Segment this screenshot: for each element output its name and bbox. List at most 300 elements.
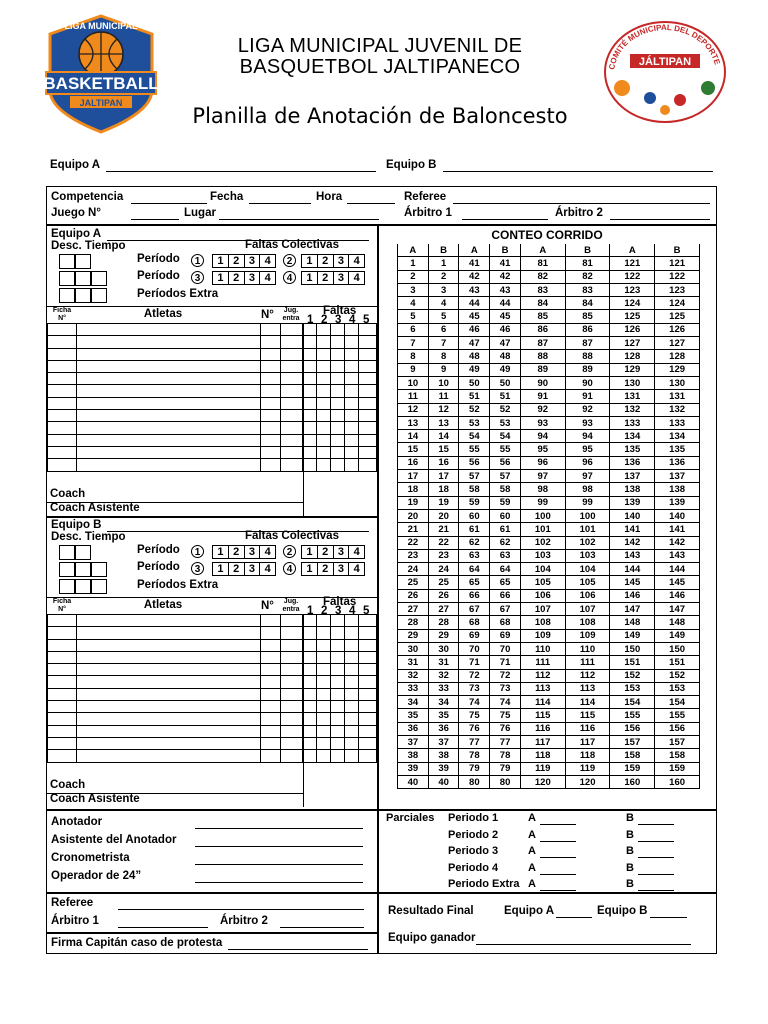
team-a-athlete-cell[interactable] [261,385,281,397]
conteo-cell-a[interactable]: 139 [610,496,655,509]
team-a-athlete-cell[interactable] [331,336,345,348]
conteo-cell-b[interactable]: 29 [428,629,459,642]
conteo-cell-b[interactable]: 15 [428,443,459,456]
team-b-athlete-cell[interactable] [303,737,317,749]
conteo-cell-b[interactable]: 57 [490,470,521,483]
conteo-cell-b[interactable]: 109 [565,629,610,642]
conteo-cell-b[interactable]: 118 [565,749,610,762]
conteo-cell-b[interactable]: 138 [655,483,700,496]
team-b-athlete-cell[interactable] [359,750,377,762]
team-b-athlete-cell[interactable] [345,701,359,713]
conteo-cell-b[interactable]: 108 [565,616,610,629]
team-a-athlete-cell[interactable] [303,336,317,348]
team-b-athlete-cell[interactable] [261,737,281,749]
conteo-cell-b[interactable]: 110 [565,642,610,655]
team-b-athlete-cell[interactable] [261,701,281,713]
conteo-cell-b[interactable]: 157 [655,735,700,748]
conteo-cell-a[interactable]: 31 [398,656,429,669]
conteo-cell-a[interactable]: 36 [398,722,429,735]
conteo-cell-b[interactable]: 66 [490,589,521,602]
team-a-athlete-cell[interactable] [303,360,317,372]
conteo-cell-b[interactable]: 50 [490,376,521,389]
team-b-foul-digit[interactable]: 1 [217,546,224,558]
conteo-cell-a[interactable]: 144 [610,563,655,576]
conteo-cell-b[interactable]: 58 [490,483,521,496]
conteo-cell-b[interactable]: 68 [490,616,521,629]
conteo-cell-b[interactable]: 45 [490,310,521,323]
team-a-athlete-cell[interactable] [303,446,317,458]
conteo-cell-a[interactable]: 133 [610,416,655,429]
team-b-timeout-box[interactable] [59,579,75,594]
conteo-cell-b[interactable]: 42 [490,270,521,283]
conteo-cell-b[interactable]: 26 [428,589,459,602]
conteo-cell-b[interactable]: 154 [655,696,700,709]
conteo-cell-a[interactable]: 113 [520,682,565,695]
parcial-b-field[interactable] [638,812,674,825]
team-b-athlete-cell[interactable] [48,676,77,688]
conteo-cell-a[interactable]: 130 [610,376,655,389]
conteo-cell-a[interactable]: 46 [459,323,490,336]
conteo-cell-b[interactable]: 147 [655,603,700,616]
team-a-athlete-cell[interactable] [281,397,303,409]
team-b-athlete-cell[interactable] [48,737,77,749]
conteo-cell-a[interactable]: 143 [610,549,655,562]
conteo-cell-a[interactable]: 71 [459,656,490,669]
team-b-athlete-cell[interactable] [331,701,345,713]
team-a-timeout-box[interactable] [75,288,91,303]
conteo-cell-a[interactable]: 16 [398,456,429,469]
team-b-athlete-cell[interactable] [76,627,260,639]
team-b-athlete-cell[interactable] [303,639,317,651]
ganador-field[interactable] [476,932,691,945]
team-a-foul-digit[interactable]: 2 [317,255,333,267]
conteo-cell-a[interactable]: 33 [398,682,429,695]
conteo-cell-b[interactable]: 120 [565,775,610,788]
team-a-athlete-cell[interactable] [317,459,331,471]
conteo-cell-a[interactable]: 128 [610,350,655,363]
team-b-line-field[interactable] [443,159,713,172]
conteo-cell-a[interactable]: 20 [398,509,429,522]
conteo-cell-b[interactable]: 13 [428,416,459,429]
conteo-cell-a[interactable]: 75 [459,709,490,722]
conteo-cell-a[interactable]: 96 [520,456,565,469]
team-b-athlete-cell[interactable] [76,725,260,737]
team-a-athlete-cell[interactable] [359,446,377,458]
team-b-athlete-cell[interactable] [359,713,377,725]
team-a-athlete-cell[interactable] [76,446,260,458]
team-b-foul-digit[interactable]: 3 [244,563,260,575]
team-b-athlete-cell[interactable] [48,651,77,663]
team-a-athlete-cell[interactable] [76,410,260,422]
conteo-cell-a[interactable]: 50 [459,376,490,389]
conteo-cell-a[interactable]: 74 [459,696,490,709]
conteo-cell-a[interactable]: 13 [398,416,429,429]
team-b-athlete-cell[interactable] [345,651,359,663]
conteo-cell-b[interactable]: 119 [565,762,610,775]
team-a-athlete-cell[interactable] [359,422,377,434]
conteo-cell-a[interactable]: 160 [610,775,655,788]
team-a-timeout-box[interactable] [59,288,75,303]
conteo-cell-a[interactable]: 124 [610,297,655,310]
conteo-cell-a[interactable]: 149 [610,629,655,642]
conteo-cell-a[interactable]: 12 [398,403,429,416]
conteo-cell-a[interactable]: 102 [520,536,565,549]
conteo-cell-b[interactable]: 85 [565,310,610,323]
conteo-cell-b[interactable]: 1 [428,257,459,270]
conteo-cell-b[interactable]: 160 [655,775,700,788]
conteo-cell-b[interactable]: 87 [565,337,610,350]
conteo-cell-a[interactable]: 141 [610,523,655,536]
conteo-cell-b[interactable]: 94 [565,430,610,443]
team-b-timeout-box[interactable] [91,562,107,577]
conteo-cell-b[interactable]: 24 [428,563,459,576]
team-b-athlete-cell[interactable] [303,725,317,737]
conteo-cell-b[interactable]: 83 [565,283,610,296]
conteo-cell-b[interactable]: 96 [565,456,610,469]
conteo-cell-b[interactable]: 52 [490,403,521,416]
conteo-cell-a[interactable]: 152 [610,669,655,682]
team-b-athlete-cell[interactable] [317,725,331,737]
conteo-cell-b[interactable]: 112 [565,669,610,682]
conteo-cell-a[interactable]: 41 [459,257,490,270]
conteo-cell-a[interactable]: 73 [459,682,490,695]
conteo-cell-a[interactable]: 147 [610,603,655,616]
conteo-cell-b[interactable]: 104 [565,563,610,576]
team-b-timeout-box[interactable] [91,579,107,594]
conteo-cell-b[interactable]: 131 [655,390,700,403]
conteo-cell-b[interactable]: 133 [655,416,700,429]
conteo-cell-a[interactable]: 107 [520,603,565,616]
team-a-athlete-cell[interactable] [76,422,260,434]
team-a-athlete-cell[interactable] [48,360,77,372]
conteo-cell-b[interactable]: 144 [655,563,700,576]
conteo-cell-a[interactable]: 30 [398,642,429,655]
conteo-cell-b[interactable]: 129 [655,363,700,376]
conteo-cell-b[interactable]: 145 [655,576,700,589]
team-b-athlete-cell[interactable] [261,651,281,663]
team-b-athlete-cell[interactable] [48,713,77,725]
conteo-cell-b[interactable]: 98 [565,483,610,496]
conteo-cell-b[interactable]: 77 [490,735,521,748]
conteo-cell-b[interactable]: 99 [565,496,610,509]
conteo-cell-a[interactable]: 18 [398,483,429,496]
conteo-cell-b[interactable]: 149 [655,629,700,642]
team-b-foul-digit[interactable]: 2 [317,563,333,575]
team-a-athlete-cell[interactable] [48,434,77,446]
conteo-cell-a[interactable]: 79 [459,762,490,775]
conteo-cell-a[interactable]: 8 [398,350,429,363]
team-b-athlete-cell[interactable] [331,651,345,663]
conteo-cell-b[interactable]: 21 [428,523,459,536]
conteo-cell-b[interactable]: 88 [565,350,610,363]
conteo-cell-a[interactable]: 64 [459,563,490,576]
conteo-cell-a[interactable]: 146 [610,589,655,602]
team-b-foul-digit[interactable]: 1 [306,546,313,558]
team-a-athlete-cell[interactable] [359,459,377,471]
conteo-cell-a[interactable]: 94 [520,430,565,443]
conteo-cell-b[interactable]: 4 [428,297,459,310]
conteo-cell-b[interactable]: 156 [655,722,700,735]
conteo-cell-b[interactable]: 101 [565,523,610,536]
conteo-cell-b[interactable]: 46 [490,323,521,336]
conteo-cell-b[interactable]: 37 [428,735,459,748]
conteo-cell-b[interactable]: 143 [655,549,700,562]
conteo-cell-a[interactable]: 85 [520,310,565,323]
team-b-athlete-cell[interactable] [281,615,303,627]
team-b-athlete-cell[interactable] [76,676,260,688]
conteo-cell-b[interactable]: 60 [490,509,521,522]
conteo-cell-a[interactable]: 97 [520,470,565,483]
conteo-cell-a[interactable]: 86 [520,323,565,336]
team-b-athlete-cell[interactable] [76,713,260,725]
conteo-cell-b[interactable]: 36 [428,722,459,735]
team-a-athlete-cell[interactable] [281,410,303,422]
conteo-cell-b[interactable]: 150 [655,642,700,655]
hora-field[interactable] [347,191,395,204]
conteo-cell-a[interactable]: 150 [610,642,655,655]
bottom-referee-field[interactable] [118,897,364,910]
conteo-cell-a[interactable]: 90 [520,376,565,389]
conteo-cell-b[interactable]: 43 [490,283,521,296]
parcial-b-field[interactable] [638,829,674,842]
conteo-cell-b[interactable]: 82 [565,270,610,283]
team-b-timeout-box[interactable] [75,545,91,560]
team-a-athlete-cell[interactable] [317,336,331,348]
team-b-athlete-cell[interactable] [76,615,260,627]
conteo-cell-a[interactable]: 155 [610,709,655,722]
team-b-athlete-cell[interactable] [345,615,359,627]
team-a-athlete-cell[interactable] [331,410,345,422]
team-b-athlete-cell[interactable] [281,651,303,663]
team-b-athlete-cell[interactable] [261,615,281,627]
conteo-cell-a[interactable]: 45 [459,310,490,323]
firma-field[interactable] [228,937,368,950]
team-b-athlete-cell[interactable] [345,750,359,762]
team-a-foul-digit[interactable]: 3 [333,255,349,267]
conteo-cell-b[interactable]: 69 [490,629,521,642]
conteo-cell-b[interactable]: 126 [655,323,700,336]
team-a-athlete-cell[interactable] [331,348,345,360]
team-b-athlete-cell[interactable] [281,627,303,639]
team-b-foul-digit[interactable]: 3 [333,563,349,575]
conteo-cell-a[interactable]: 61 [459,523,490,536]
team-b-athlete-cell[interactable] [261,688,281,700]
conteo-cell-a[interactable]: 53 [459,416,490,429]
conteo-cell-a[interactable]: 24 [398,563,429,576]
team-b-athlete-cell[interactable] [281,737,303,749]
team-b-foul-digit[interactable]: 2 [228,546,244,558]
competencia-field[interactable] [131,191,207,204]
team-b-athlete-cell[interactable] [303,651,317,663]
team-a-athlete-cell[interactable] [261,434,281,446]
conteo-cell-b[interactable]: 70 [490,642,521,655]
conteo-cell-b[interactable]: 105 [565,576,610,589]
lugar-field[interactable] [219,207,379,220]
team-b-athlete-cell[interactable] [317,664,331,676]
team-a-athlete-cell[interactable] [317,434,331,446]
team-b-athlete-cell[interactable] [331,688,345,700]
team-b-athlete-cell[interactable] [48,664,77,676]
conteo-cell-b[interactable]: 14 [428,430,459,443]
team-a-athlete-cell[interactable] [281,348,303,360]
team-a-athlete-cell[interactable] [261,410,281,422]
conteo-cell-b[interactable]: 38 [428,749,459,762]
conteo-cell-b[interactable]: 121 [655,257,700,270]
conteo-cell-b[interactable]: 140 [655,509,700,522]
fecha-field[interactable] [249,191,311,204]
conteo-cell-a[interactable]: 108 [520,616,565,629]
conteo-cell-a[interactable]: 4 [398,297,429,310]
conteo-cell-b[interactable]: 139 [655,496,700,509]
team-b-athlete-cell[interactable] [359,664,377,676]
conteo-cell-b[interactable]: 64 [490,563,521,576]
conteo-cell-b[interactable]: 80 [490,775,521,788]
conteo-cell-b[interactable]: 84 [565,297,610,310]
team-b-athlete-cell[interactable] [359,639,377,651]
conteo-cell-b[interactable]: 20 [428,509,459,522]
team-b-foul-digit[interactable]: 4 [348,563,364,575]
team-b-timeout-box[interactable] [75,579,91,594]
team-a-athlete-cell[interactable] [261,373,281,385]
team-a-athlete-cell[interactable] [345,422,359,434]
resultado-equipo-a-field[interactable] [556,905,592,918]
conteo-cell-a[interactable]: 125 [610,310,655,323]
conteo-cell-b[interactable]: 100 [565,509,610,522]
team-b-athlete-cell[interactable] [345,713,359,725]
team-a-athlete-cell[interactable] [331,397,345,409]
conteo-cell-b[interactable]: 59 [490,496,521,509]
conteo-cell-b[interactable]: 141 [655,523,700,536]
conteo-cell-a[interactable]: 83 [520,283,565,296]
conteo-cell-b[interactable]: 111 [565,656,610,669]
team-a-athlete-cell[interactable] [76,385,260,397]
team-b-athlete-cell[interactable] [303,750,317,762]
team-a-timeout-box[interactable] [59,271,75,286]
conteo-cell-a[interactable]: 151 [610,656,655,669]
juego-field[interactable] [131,207,179,220]
team-a-athlete-cell[interactable] [345,348,359,360]
conteo-cell-a[interactable]: 122 [610,270,655,283]
team-b-athlete-cell[interactable] [303,615,317,627]
parcial-a-field[interactable] [540,812,576,825]
team-a-athlete-cell[interactable] [281,446,303,458]
team-b-athlete-cell[interactable] [331,639,345,651]
conteo-cell-a[interactable]: 119 [520,762,565,775]
conteo-cell-a[interactable]: 126 [610,323,655,336]
team-b-athlete-cell[interactable] [76,664,260,676]
conteo-cell-b[interactable]: 54 [490,430,521,443]
team-a-timeout-box[interactable] [75,254,91,269]
conteo-cell-a[interactable]: 77 [459,735,490,748]
team-a-athlete-cell[interactable] [48,336,77,348]
parcial-a-field[interactable] [540,845,576,858]
conteo-cell-a[interactable]: 3 [398,283,429,296]
conteo-cell-a[interactable]: 69 [459,629,490,642]
conteo-cell-a[interactable]: 66 [459,589,490,602]
team-a-athlete-cell[interactable] [76,324,260,336]
conteo-cell-a[interactable]: 60 [459,509,490,522]
anotador-field[interactable] [195,816,363,829]
conteo-cell-b[interactable]: 6 [428,323,459,336]
team-a-athlete-cell[interactable] [281,385,303,397]
conteo-cell-b[interactable]: 132 [655,403,700,416]
parcial-b-field[interactable] [638,862,674,875]
team-b-team-fouls-boxes[interactable] [212,545,276,559]
conteo-cell-b[interactable]: 89 [565,363,610,376]
conteo-cell-b[interactable]: 32 [428,669,459,682]
parcial-b-field[interactable] [638,878,674,891]
team-b-athlete-cell[interactable] [48,627,77,639]
team-b-athlete-cell[interactable] [48,701,77,713]
team-a-athlete-cell[interactable] [48,422,77,434]
team-a-athlete-cell[interactable] [331,385,345,397]
conteo-cell-a[interactable]: 76 [459,722,490,735]
team-a-athlete-cell[interactable] [359,324,377,336]
conteo-cell-a[interactable]: 2 [398,270,429,283]
team-a-line-field[interactable] [106,159,376,172]
conteo-cell-b[interactable]: 125 [655,310,700,323]
team-a-athlete-cell[interactable] [303,348,317,360]
conteo-cell-b[interactable]: 159 [655,762,700,775]
team-a-athlete-cell[interactable] [303,385,317,397]
team-b-athlete-cell[interactable] [359,688,377,700]
conteo-cell-b[interactable]: 39 [428,762,459,775]
conteo-cell-a[interactable]: 68 [459,616,490,629]
conteo-cell-b[interactable]: 9 [428,363,459,376]
conteo-cell-a[interactable]: 106 [520,589,565,602]
conteo-cell-a[interactable]: 109 [520,629,565,642]
conteo-cell-b[interactable]: 134 [655,430,700,443]
team-a-athlete-cell[interactable] [48,446,77,458]
conteo-cell-b[interactable]: 23 [428,549,459,562]
conteo-cell-b[interactable]: 51 [490,390,521,403]
team-a-athlete-cell[interactable] [345,324,359,336]
team-b-foul-digit[interactable]: 3 [333,546,349,558]
team-b-athlete-cell[interactable] [261,639,281,651]
conteo-cell-a[interactable]: 9 [398,363,429,376]
team-b-timeout-box[interactable] [59,545,75,560]
team-b-athlete-cell[interactable] [317,627,331,639]
team-a-timeout-box[interactable] [91,288,107,303]
team-a-athlete-cell[interactable] [76,397,260,409]
conteo-cell-b[interactable]: 3 [428,283,459,296]
team-b-athlete-cell[interactable] [281,639,303,651]
conteo-cell-a[interactable]: 123 [610,283,655,296]
conteo-cell-a[interactable]: 115 [520,709,565,722]
conteo-cell-b[interactable]: 11 [428,390,459,403]
conteo-cell-b[interactable]: 17 [428,470,459,483]
conteo-cell-a[interactable]: 131 [610,390,655,403]
conteo-cell-a[interactable]: 23 [398,549,429,562]
team-a-team-fouls-boxes[interactable] [301,254,365,268]
conteo-cell-a[interactable]: 148 [610,616,655,629]
conteo-cell-b[interactable]: 127 [655,337,700,350]
team-a-athlete-cell[interactable] [261,397,281,409]
conteo-cell-b[interactable]: 76 [490,722,521,735]
team-a-foul-digit[interactable]: 4 [259,272,275,284]
conteo-cell-a[interactable]: 103 [520,549,565,562]
team-b-athlete-cell[interactable] [331,750,345,762]
conteo-cell-a[interactable]: 138 [610,483,655,496]
team-a-athlete-cell[interactable] [331,373,345,385]
conteo-cell-a[interactable]: 142 [610,536,655,549]
conteo-cell-b[interactable]: 41 [490,257,521,270]
team-b-athlete-cell[interactable] [281,713,303,725]
team-a-athlete-cell[interactable] [345,360,359,372]
conteo-cell-a[interactable]: 136 [610,456,655,469]
conteo-cell-a[interactable]: 114 [520,696,565,709]
team-a-foul-digit[interactable]: 4 [348,255,364,267]
